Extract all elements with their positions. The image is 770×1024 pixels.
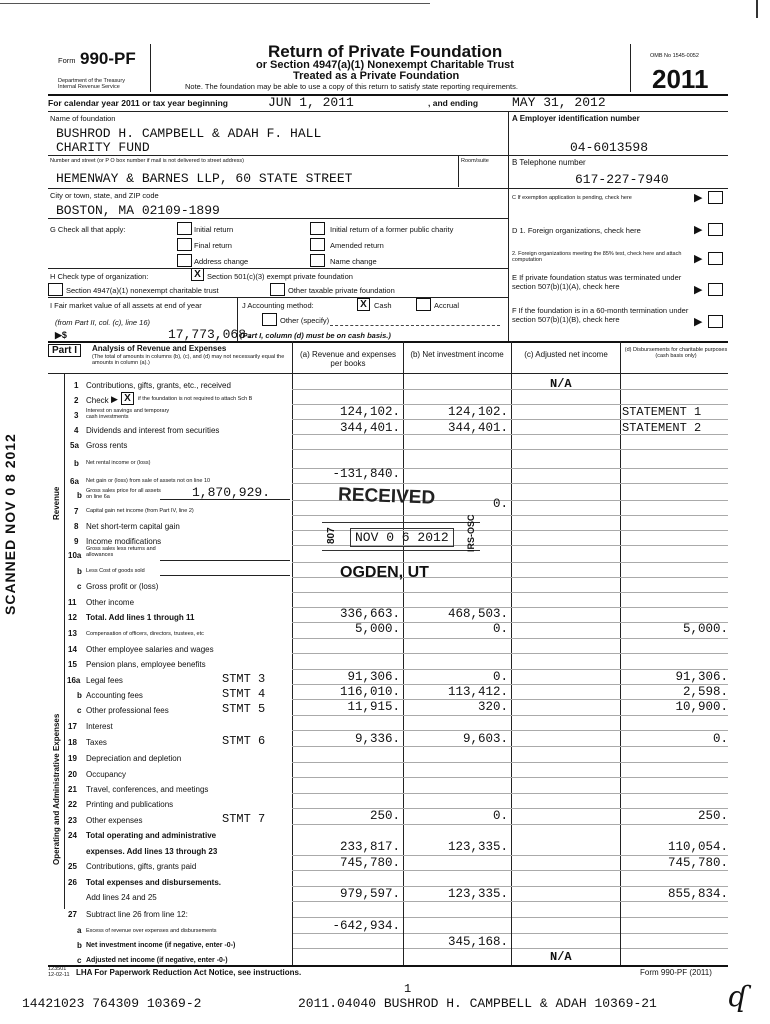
omb-number: OMB No 1545-0052 [650, 53, 699, 59]
line-19-number: 19 [68, 754, 77, 763]
part1-top-rule [48, 341, 728, 343]
col-a-left-27 [292, 909, 293, 965]
na-line-27c: N/A [550, 950, 572, 964]
value-l16ab: 0. [492, 670, 508, 684]
ending-label: , and ending [428, 98, 479, 108]
former-charity-checkbox[interactable] [310, 222, 325, 235]
revenue-side-label: Revenue [52, 486, 61, 520]
line-1-number: 1 [74, 381, 79, 390]
stamp-city: OGDEN, UT [340, 564, 429, 581]
stmt-3-ref: STMT 3 [222, 672, 266, 686]
row-separator [292, 933, 728, 934]
line-10a-label: Gross sales less returns and allowances [86, 546, 156, 558]
line-2-desc: if the foundation is not required to attach Sch B [138, 396, 253, 402]
line-6a-label: Net gain or (loss) from sale of assets not on line 10 [86, 478, 211, 484]
row-separator [292, 948, 728, 949]
line-6b-label: Gross sales price for all assets on line 6a [86, 488, 161, 500]
form-code: 123501 12-02-11 [48, 966, 70, 978]
line-27c-number: c [77, 956, 82, 965]
amended-return-label: Amended return [330, 241, 384, 250]
line-10b-underline [160, 575, 290, 576]
line-27b-number: b [77, 941, 82, 950]
line-21-number: 21 [68, 785, 77, 794]
line-11-number: 11 [68, 598, 77, 607]
value-l12a: 336,663. [339, 607, 400, 621]
col-c-left-27 [511, 909, 512, 965]
row-separator [292, 592, 728, 593]
part1-header-rule [48, 373, 728, 374]
line-25-label: Contributions, gifts, grants paid [86, 862, 197, 871]
name-change-label: Name change [330, 257, 377, 266]
line-10a-number: 10a [68, 551, 82, 560]
line-18-label: Taxes [86, 738, 107, 747]
stamp-rule-bottom [322, 550, 480, 551]
page-number: 1 [404, 982, 412, 996]
value-l23b: 0. [492, 809, 508, 823]
line-20-number: 20 [68, 770, 77, 779]
line-14-label: Other employee salaries and wages [86, 645, 214, 654]
arrow-icon: ▶ [694, 316, 703, 328]
end-date: MAY 31, 2012 [512, 95, 606, 110]
value-l23d: 250. [697, 809, 728, 823]
line-24-label: Total operating and administrative [86, 831, 217, 840]
value-l13d: 5,000. [682, 622, 728, 636]
line-10b-number: b [77, 567, 82, 576]
line-9-label: Income modifications [86, 537, 162, 546]
line-12-label: Total. Add lines 1 through 11 [86, 613, 195, 622]
section-501c3-checkbox[interactable]: X [191, 268, 204, 281]
part1-title: Analysis of Revenue and Expenses [92, 344, 227, 353]
line-12-number: 12 [68, 613, 77, 622]
line-3-number: 3 [74, 411, 79, 420]
treasury-dept: Department of the Treasury [58, 78, 125, 84]
line-27-number: 27 [68, 910, 77, 919]
col-b-header: (b) Net investment income [410, 350, 504, 359]
line-16c-label: Other professional fees [86, 706, 169, 715]
value-l4b: 344,401. [447, 421, 508, 435]
city-rule [48, 218, 508, 219]
stmt-6-ref: STMT 6 [222, 734, 266, 748]
lha-notice: LHA For Paperwork Reduction Act Notice, see instructions. [76, 968, 302, 977]
check-all-label: G Check all that apply: [50, 225, 126, 234]
col-b-left-27 [403, 909, 404, 965]
form-subtitle-1: or Section 4947(a)(1) Nonexempt Charitable Trust [256, 59, 514, 71]
row-separator [292, 653, 728, 654]
former-charity-label: Initial return of a former public charity [330, 225, 454, 234]
line-6b-number: b [77, 491, 82, 500]
line-26-label: Total expenses and disbursements. [86, 878, 222, 887]
ij-divider [237, 297, 238, 341]
ein-label: A Employer identification number [512, 114, 640, 123]
line-15-label: Pension plans, employee benefits [86, 660, 206, 669]
value-l27bb: 345,168. [447, 935, 508, 949]
cash-label: Cash [374, 301, 392, 310]
city-label: City or town, state, and ZIP code [50, 191, 159, 200]
line-26-number: 26 [68, 878, 77, 887]
line-24-number: 24 [68, 831, 77, 840]
city-state-zip: BOSTON, MA 02109-1899 [56, 203, 220, 218]
line-24-label-2: expenses. Add lines 13 through 23 [86, 847, 218, 856]
scan-edge-mark [756, 0, 758, 18]
value-l4a: 344,401. [339, 421, 400, 435]
line-3-label: Interest on savings and temporary cash investments [86, 408, 170, 420]
form-note: Note. The foundation may be able to use a copy of this return to satisfy state reporting requirements. [185, 82, 518, 91]
arrow-icon: ▶ [694, 284, 703, 296]
line-2-label: Check [86, 396, 109, 405]
line-27b-label: Net investment income (if negative, enter -0-) [86, 942, 236, 949]
other-method-checkbox[interactable] [262, 313, 277, 326]
foreign-85-checkbox[interactable] [708, 252, 723, 265]
name-rule [48, 155, 508, 156]
line-15-number: 15 [68, 660, 77, 669]
row-separator [292, 870, 728, 871]
value-l13a: 5,000. [354, 622, 400, 636]
value-l3b: 124,102. [447, 405, 508, 419]
value-l24b: 123,335. [447, 840, 508, 854]
fmv-from-label: (from Part II, col. (c), line 16) [55, 318, 151, 327]
accounting-method-label: J Accounting method: [242, 301, 314, 310]
stamp-side-left: 807 [326, 527, 337, 544]
final-return-label: Final return [194, 241, 232, 250]
line-14-number: 14 [68, 645, 77, 654]
line-5a-label: Gross rents [86, 441, 128, 450]
row-separator [292, 715, 728, 716]
line-27c-label: Adjusted net income (if negative, enter -0-) [86, 957, 228, 964]
phone-rule [508, 188, 728, 189]
received-stamp [322, 466, 480, 588]
part1-tag: Part I [48, 344, 81, 357]
foundation-name-label: Name of foundation [50, 114, 116, 123]
exemption-pending-checkbox[interactable] [708, 191, 723, 204]
accrual-label: Accrual [434, 301, 460, 310]
other-taxable-label: Other taxable private foundation [288, 286, 395, 295]
line-10c-number: c [77, 582, 82, 591]
foreign-org-checkbox[interactable] [708, 223, 723, 236]
value-l24a: 233,817. [339, 840, 400, 854]
ein-rule [508, 155, 728, 156]
line-25-number: 25 [68, 862, 77, 871]
address-change-label: Address change [194, 257, 249, 266]
gross-sales-price-value: 1,870,929. [192, 485, 271, 500]
phone-label: B Telephone number [512, 158, 586, 167]
value-l26d: 855,834. [667, 887, 728, 901]
row-separator [292, 901, 728, 902]
line-9-number: 9 [74, 537, 79, 546]
line-5b-number: b [74, 459, 79, 468]
value-l26b: 123,335. [447, 887, 508, 901]
row-separator [292, 419, 728, 420]
foundation-name-line1: BUSHROD H. CAMPBELL & ADAH F. HALL [56, 126, 322, 141]
line-27a-number: a [77, 926, 82, 935]
line-16a-number: 16a [67, 676, 81, 685]
value-l7b: 0. [492, 497, 508, 511]
line-20-label: Occupancy [86, 770, 127, 779]
address-change-checkbox[interactable] [177, 254, 192, 267]
form-number: 990-PF [80, 49, 136, 68]
exemption-pending-label: C If exemption application is pending, check here [512, 195, 632, 201]
foundation-name-line2: CHARITY FUND [56, 140, 150, 155]
other-specify-line [330, 325, 500, 326]
room-suite-label: Room/suite [461, 158, 489, 164]
line-22-label: Printing and publications [86, 800, 174, 809]
value-l12b: 468,503. [447, 607, 508, 621]
value-l6aa: -131,840. [332, 467, 400, 481]
value-l18b: 9,603. [462, 732, 508, 746]
ein-value: 04-6013598 [570, 140, 649, 155]
arrow-icon: ▶ [694, 224, 703, 236]
part1-description: (The total of amounts in columns (b), (c), and (d) may not necessarily equal the amounts in column (a).) [92, 354, 285, 366]
sixty-month-checkbox[interactable] [708, 315, 723, 328]
accrual-method-checkbox[interactable] [416, 298, 431, 311]
left-doc-id: 14421023 764309 10369-2 [22, 996, 202, 1011]
h-rule [48, 297, 508, 298]
statement-1-ref: STATEMENT 1 [622, 405, 702, 419]
line-23-number: 23 [68, 816, 77, 825]
line-6b-underline [160, 499, 290, 500]
row-separator [292, 917, 728, 918]
line-10a-underline [160, 560, 290, 561]
other-method-label: Other (specify) [280, 316, 330, 325]
header-rule [48, 94, 728, 96]
stmt-7-ref: STMT 7 [222, 812, 266, 826]
line-22-number: 22 [68, 800, 77, 809]
line-10c-label: Gross profit or (loss) [86, 582, 159, 591]
value-l18d: 0. [712, 732, 728, 746]
value-l25a: 745,780. [339, 856, 400, 870]
value-l16ba: 116,010. [339, 685, 400, 699]
line-17-number: 17 [68, 722, 77, 731]
value-l16bd: 2,598. [682, 685, 728, 699]
row-separator [292, 793, 728, 794]
line-26-label-2: Add lines 24 and 25 [86, 893, 157, 902]
row-separator [292, 824, 728, 825]
address-rule [48, 188, 508, 189]
section-501c3-label: Section 501(c)(3) exempt private foundation [207, 272, 353, 281]
row-separator [292, 746, 728, 747]
line-7-number: 7 [74, 507, 79, 516]
right-doc-id: 2011.04040 BUSHROD H. CAMPBELL & ADAH 10369-21 [298, 996, 657, 1011]
footer-rule [48, 965, 728, 967]
statement-2-ref: STATEMENT 2 [622, 421, 702, 435]
value-l16ad: 91,306. [675, 670, 728, 684]
line-27-label: Subtract line 26 from line 12: [86, 910, 188, 919]
form-footer-name: Form 990-PF (2011) [640, 968, 712, 977]
value-l18a: 9,336. [354, 732, 400, 746]
stmt-5-ref: STMT 5 [222, 702, 266, 716]
foreign-org-label: D 1. Foreign organizations, check here [512, 226, 641, 235]
value-l16cd: 10,900. [675, 700, 728, 714]
street-address: HEMENWAY & BARNES LLP, 60 STATE STREET [56, 171, 353, 186]
line-6a-number: 6a [70, 477, 79, 486]
value-l23a: 250. [369, 809, 400, 823]
value-l26a: 979,597. [339, 887, 400, 901]
form-subtitle-2: Treated as a Private Foundation [293, 70, 460, 82]
line-5b-label: Net rental income or (loss) [86, 460, 151, 466]
line-18-number: 18 [68, 738, 77, 747]
irs-label: Internal Revenue Service [58, 84, 120, 90]
scan-edge-line [0, 3, 430, 4]
initial-return-checkbox[interactable] [177, 222, 192, 235]
line-11-label: Other income [86, 598, 135, 607]
handwritten-mark: ʠ [728, 980, 748, 1013]
line-16b-number: b [77, 691, 82, 700]
final-return-checkbox[interactable] [177, 238, 192, 251]
entity-top-rule [48, 111, 728, 112]
calendar-year-label: For calendar year 2011 or tax year beginning [48, 98, 228, 108]
foreign-85-label: 2. Foreign organizations meeting the 85% test, check here and attach computation [512, 251, 682, 263]
fmv-arrow-icon: ▶$ [55, 330, 67, 340]
fmv-value: 17,773,068. [168, 327, 254, 342]
line-1-label: Contributions, gifts, grants, etc., received [86, 381, 231, 390]
line-5a-number: 5a [70, 441, 79, 450]
line-2-number: 2 [74, 396, 79, 405]
value-l3a: 124,102. [339, 405, 400, 419]
line-7-label: Capital gain net income (from Part IV, line 2) [86, 508, 194, 514]
terminated-status-label: E If private foundation status was terminated under section 507(b)(1)(A), check here [512, 273, 682, 291]
entity-divider [508, 111, 509, 341]
value-l13b: 0. [492, 622, 508, 636]
row-separator [292, 449, 728, 450]
value-l25d: 745,780. [667, 856, 728, 870]
row-separator [292, 730, 728, 731]
row-separator [292, 638, 728, 639]
sixty-month-label: F If the foundation is in a 60-month termination under section 507(b)(1)(B), check here [512, 306, 689, 324]
line-4-label: Dividends and interest from securities [86, 426, 220, 435]
phone-value: 617-227-7940 [575, 172, 669, 187]
form-prefix: Form [58, 56, 76, 65]
header-divider-right [630, 44, 631, 92]
line-17-label: Interest [86, 722, 113, 731]
name-change-checkbox[interactable] [310, 254, 325, 267]
line-13-number: 13 [68, 629, 77, 638]
line-16b-label: Accounting fees [86, 691, 143, 700]
arrow-icon: ▶ [694, 253, 703, 265]
cash-method-checkbox[interactable]: X [357, 298, 370, 311]
line-10b-label: Less Cost of goods sold [86, 568, 145, 574]
tax-year: 2011 [652, 64, 709, 94]
other-taxable-checkbox[interactable] [270, 283, 285, 296]
expenses-side-label: Operating and Administrative Expenses [52, 713, 61, 865]
line-4-number: 4 [74, 426, 79, 435]
stamp-rule-top [322, 522, 480, 523]
row-separator [292, 777, 728, 778]
section-4947-label: Section 4947(a)(1) nonexempt charitable trust [66, 286, 219, 295]
header-divider-left [150, 44, 151, 92]
value-l16ca: 11,915. [347, 700, 400, 714]
line-16c-number: c [77, 706, 82, 715]
sch-b-checkbox[interactable]: X [121, 392, 134, 405]
side-label-divider [64, 373, 65, 909]
row-separator [292, 762, 728, 763]
value-l16aa: 91,306. [347, 670, 400, 684]
stamp-date: NOV 0 6 2012 [350, 528, 454, 547]
line-8-number: 8 [74, 522, 79, 531]
section-4947-checkbox[interactable] [48, 283, 63, 296]
arrow-icon: ▶ [111, 394, 118, 404]
address-label: Number and street (or P O box number if mail is not delivered to street address) [50, 158, 245, 164]
cash-basis-note: (Part I, column (d) must be on cash basis.) [240, 331, 391, 340]
col-d-header: (d) Disbursements for charitable purposes (cash basis only) [624, 347, 728, 359]
na-line-1: N/A [550, 377, 572, 391]
row-separator [292, 389, 728, 390]
value-l16cb: 320. [477, 700, 508, 714]
value-l27aa: -642,934. [332, 919, 400, 933]
stmt-4-ref: STMT 4 [222, 687, 266, 701]
room-divider [458, 155, 459, 187]
amended-return-checkbox[interactable] [310, 238, 325, 251]
arrow-icon: ▶ [694, 192, 703, 204]
form-title: Return of Private Foundation [268, 42, 503, 61]
org-type-label: H Check type of organization: [50, 272, 149, 281]
line-27a-label: Excess of revenue over expenses and disbursements [86, 928, 217, 934]
line-23-label: Other expenses [86, 816, 143, 825]
stamp-side-right: IRS-OSC [466, 514, 476, 552]
terminated-status-checkbox[interactable] [708, 283, 723, 296]
initial-return-label: Initial return [194, 225, 234, 234]
line-13-label: Compensation of officers, directors, trustees, etc [86, 631, 204, 637]
line-21-label: Travel, conferences, and meetings [86, 785, 209, 794]
begin-date: JUN 1, 2011 [268, 95, 354, 110]
stamp-received-text: RECEIVED [337, 484, 436, 509]
line-19-label: Depreciation and depletion [86, 754, 182, 763]
g-rule [48, 268, 508, 269]
col-a-header: (a) Revenue and expenses per books [299, 350, 397, 368]
col-d-left-27 [620, 909, 621, 965]
line-16a-label: Legal fees [86, 676, 123, 685]
value-l24d: 110,054. [667, 840, 728, 854]
scanned-stamp: SCANNED NOV 0 8 2012 [2, 433, 18, 615]
fmv-label: I Fair market value of all assets at end of year [50, 301, 202, 310]
col-c-header: (c) Adjusted net income [524, 350, 608, 359]
value-l16bb: 113,412. [447, 685, 508, 699]
line-8-label: Net short-term capital gain [86, 522, 180, 531]
